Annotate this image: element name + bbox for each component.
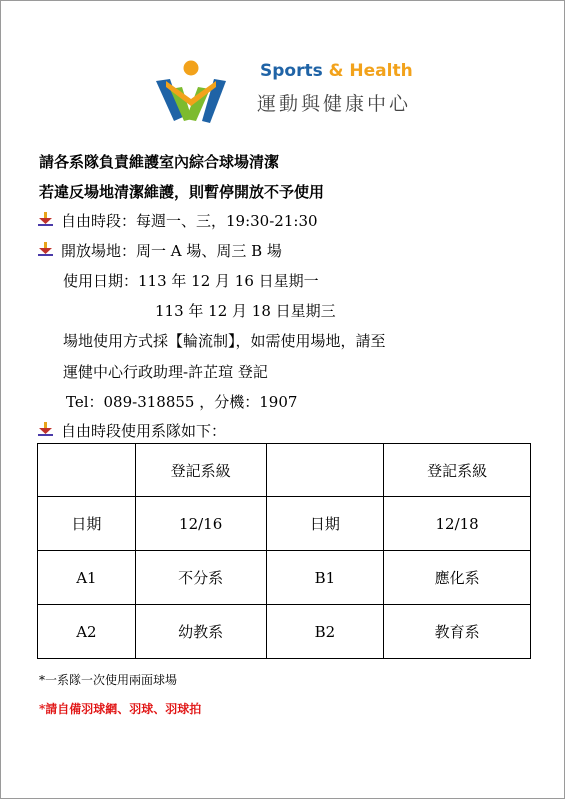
arrow-bullet-icon [37,421,53,437]
notice-line-violation: 若違反場地清潔維護，則暫停開放不予使用 [39,183,325,201]
logo-ampersand: & [328,61,344,81]
notice-method-2: 運健中心行政助理-許芷瑄 登記 [63,363,268,381]
note-two-courts: *一系隊一次使用兩面球場 [39,673,178,687]
note-bring-equipment: *請自備羽球網、羽球、羽球拍 [39,702,202,716]
schedule-table [37,443,531,659]
notice-telephone: Tel：089-318855 ，分機：1907 [66,393,298,411]
table-cell [38,444,136,497]
table-cell: 登記系級 [135,444,266,497]
notice-line-cleaning: 請各系隊負責維護室內綜合球場清潔 [39,153,280,171]
table-row [38,605,531,659]
notice-team-heading: 自由時段使用系隊如下： [61,422,227,440]
table-cell: 幼教系 [135,605,266,659]
notice-venue: 開放場地：周一 A 場、周三 B 場 [61,242,282,260]
table-cell: A1 [38,551,136,605]
notice-free-time: 自由時段：每週一、三，19:30-21:30 [61,212,318,230]
arrow-bullet-icon [37,241,53,257]
table-cell: 日期 [38,497,136,551]
table-row [38,444,531,497]
sports-health-logo [156,59,418,125]
table-cell: B1 [266,551,384,605]
table-cell: 12/16 [135,497,266,551]
table-row [38,551,531,605]
table-cell: 12/18 [384,497,531,551]
table-cell: 教育系 [384,605,531,659]
notice-date-1: 使用日期：113 年 12 月 16 日星期一 [63,272,319,290]
table-cell: A2 [38,605,136,659]
table-row [38,497,531,551]
logo-english-text [260,61,413,81]
table-cell: 日期 [266,497,384,551]
notice-date-2: 113 年 12 月 18 日星期三 [155,302,336,320]
notice-method-1: 場地使用方式採【輪流制】，如需使用場地，請至 [63,332,386,350]
logo-sports-word: Sports [260,61,323,81]
table-cell [266,444,384,497]
logo-health-word: Health [349,61,413,81]
table-cell: 登記系級 [384,444,531,497]
table-cell: B2 [266,605,384,659]
arrow-bullet-icon [37,211,53,227]
table-cell: 應化系 [384,551,531,605]
table-cell: 不分系 [135,551,266,605]
sports-health-logo-mark-icon [156,59,226,125]
logo-chinese-text: 運動與健康中心 [257,93,412,115]
